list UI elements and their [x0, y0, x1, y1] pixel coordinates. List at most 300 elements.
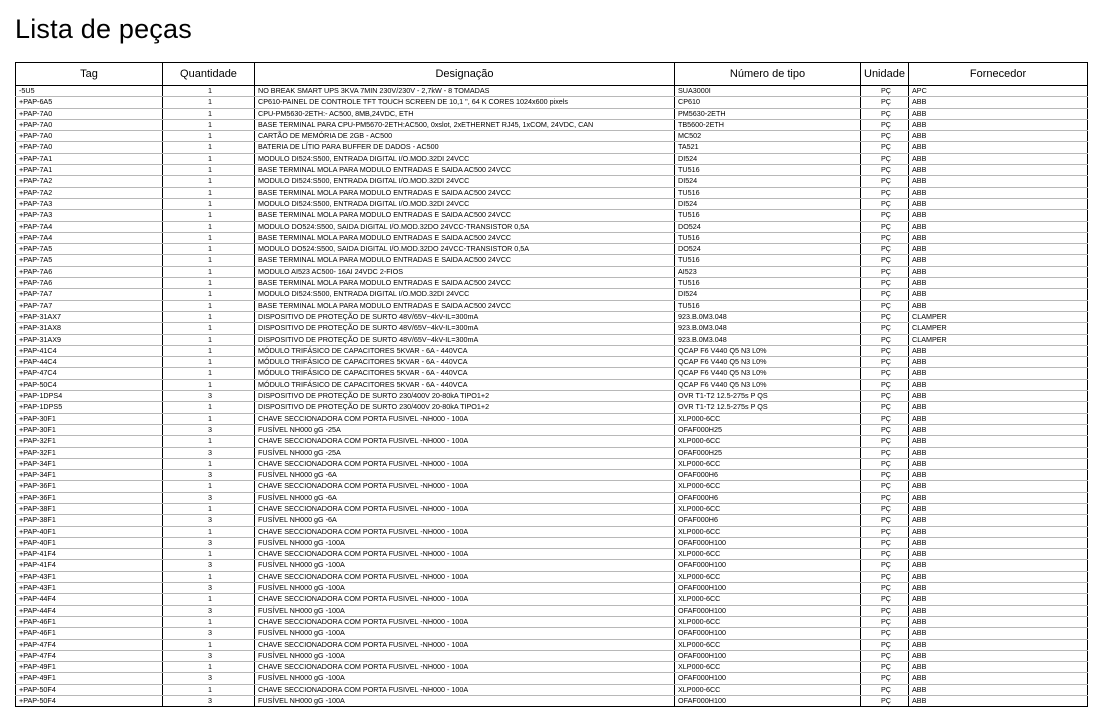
cell-numero-de-tipo: DI524 — [675, 198, 861, 209]
cell-numero-de-tipo: OFAF000H100 — [675, 537, 861, 548]
cell-designacao: FUSÍVEL NH000 gG -6A — [255, 492, 675, 503]
cell-numero-de-tipo: XLP000-6CC — [675, 616, 861, 627]
cell-fornecedor: ABB — [909, 436, 1088, 447]
cell-unidade: PÇ — [861, 198, 909, 209]
cell-fornecedor: ABB — [909, 583, 1088, 594]
cell-designacao: MÓDULO TRIFÁSICO DE CAPACITORES 5KVAR - 6A - 440VCA — [255, 345, 675, 356]
cell-quantidade: 1 — [163, 594, 255, 605]
cell-designacao: CHAVE SECCIONADORA COM PORTA FUSIVEL -NH000 - 100A — [255, 639, 675, 650]
cell-quantidade: 1 — [163, 255, 255, 266]
cell-unidade: PÇ — [861, 153, 909, 164]
table-row — [16, 492, 1088, 503]
table-row — [16, 560, 1088, 571]
cell-tag: +PAP-50F4 — [16, 684, 163, 695]
cell-quantidade: 1 — [163, 289, 255, 300]
cell-designacao: BATERIA DE LÍTIO PARA BUFFER DE DADOS - AC500 — [255, 142, 675, 153]
cell-fornecedor: ABB — [909, 97, 1088, 108]
cell-unidade: PÇ — [861, 244, 909, 255]
cell-quantidade: 1 — [163, 413, 255, 424]
cell-quantidade: 1 — [163, 684, 255, 695]
cell-designacao: FUSÍVEL NH000 gG -100A — [255, 673, 675, 684]
cell-unidade: PÇ — [861, 345, 909, 356]
cell-quantidade: 1 — [163, 357, 255, 368]
cell-tag: +PAP-31AX8 — [16, 323, 163, 334]
cell-fornecedor: ABB — [909, 594, 1088, 605]
cell-unidade: PÇ — [861, 232, 909, 243]
cell-unidade: PÇ — [861, 424, 909, 435]
cell-quantidade: 1 — [163, 131, 255, 142]
cell-fornecedor: ABB — [909, 413, 1088, 424]
cell-fornecedor: ABB — [909, 255, 1088, 266]
cell-quantidade: 3 — [163, 605, 255, 616]
cell-numero-de-tipo: TB5600-2ETH — [675, 119, 861, 130]
cell-unidade: PÇ — [861, 673, 909, 684]
table-row — [16, 481, 1088, 492]
table-row — [16, 379, 1088, 390]
cell-designacao: CHAVE SECCIONADORA COM PORTA FUSIVEL -NH000 - 100A — [255, 436, 675, 447]
cell-quantidade: 1 — [163, 97, 255, 108]
cell-tag: +PAP-46F1 — [16, 616, 163, 627]
cell-designacao: MODULO DO524:S500, SAIDA DIGITAL I/O.MOD.32DO 24VCC-TRANSISTOR 0,5A — [255, 244, 675, 255]
cell-designacao: MODULO DI524:S500, ENTRADA DIGITAL I/O.MOD.32DI 24VCC — [255, 176, 675, 187]
cell-numero-de-tipo: DI524 — [675, 153, 861, 164]
cell-quantidade: 1 — [163, 300, 255, 311]
cell-designacao: FUSÍVEL NH000 gG -100A — [255, 628, 675, 639]
cell-fornecedor: ABB — [909, 696, 1088, 707]
cell-designacao: FUSÍVEL NH000 gG -25A — [255, 447, 675, 458]
cell-quantidade: 3 — [163, 560, 255, 571]
cell-numero-de-tipo: XLP000-6CC — [675, 662, 861, 673]
cell-fornecedor: ABB — [909, 526, 1088, 537]
cell-designacao: MÓDULO TRIFÁSICO DE CAPACITORES 5KVAR - 6A - 440VCA — [255, 357, 675, 368]
cell-numero-de-tipo: TU516 — [675, 255, 861, 266]
table-row — [16, 153, 1088, 164]
cell-unidade: PÇ — [861, 379, 909, 390]
cell-tag: +PAP-7A1 — [16, 165, 163, 176]
cell-quantidade: 1 — [163, 345, 255, 356]
cell-unidade: PÇ — [861, 470, 909, 481]
cell-unidade: PÇ — [861, 131, 909, 142]
cell-quantidade: 1 — [163, 639, 255, 650]
cell-numero-de-tipo: CP610 — [675, 97, 861, 108]
cell-unidade: PÇ — [861, 108, 909, 119]
cell-designacao: FUSÍVEL NH000 gG -100A — [255, 560, 675, 571]
cell-designacao: BASE TERMINAL MOLA PARA MODULO ENTRADAS E SAIDA AC500 24VCC — [255, 187, 675, 198]
cell-numero-de-tipo: OFAF000H100 — [675, 605, 861, 616]
cell-numero-de-tipo: XLP000-6CC — [675, 594, 861, 605]
cell-numero-de-tipo: OFAF000H6 — [675, 492, 861, 503]
cell-numero-de-tipo: XLP000-6CC — [675, 684, 861, 695]
cell-quantidade: 1 — [163, 571, 255, 582]
table-row — [16, 187, 1088, 198]
cell-tag: +PAP-41C4 — [16, 345, 163, 356]
table-row — [16, 424, 1088, 435]
cell-tag: +PAP-7A0 — [16, 142, 163, 153]
table-row — [16, 413, 1088, 424]
cell-numero-de-tipo: TA521 — [675, 142, 861, 153]
cell-numero-de-tipo: SUA3000I — [675, 86, 861, 97]
cell-unidade: PÇ — [861, 605, 909, 616]
table-row — [16, 255, 1088, 266]
cell-numero-de-tipo: QCAP F6 V440 Q5 N3 L0% — [675, 368, 861, 379]
cell-fornecedor: ABB — [909, 278, 1088, 289]
cell-fornecedor: ABB — [909, 266, 1088, 277]
cell-numero-de-tipo: QCAP F6 V440 Q5 N3 L0% — [675, 379, 861, 390]
cell-unidade: PÇ — [861, 402, 909, 413]
cell-numero-de-tipo: OFAF000H25 — [675, 424, 861, 435]
table-body — [16, 86, 1088, 707]
cell-unidade: PÇ — [861, 662, 909, 673]
cell-tag: +PAP-46F1 — [16, 628, 163, 639]
cell-fornecedor: ABB — [909, 628, 1088, 639]
cell-quantidade: 3 — [163, 696, 255, 707]
cell-designacao: CARTÃO DE MEMÓRIA DE 2GB - AC500 — [255, 131, 675, 142]
table-row — [16, 142, 1088, 153]
cell-numero-de-tipo: PM5630-2ETH — [675, 108, 861, 119]
cell-unidade: PÇ — [861, 413, 909, 424]
table-row — [16, 402, 1088, 413]
cell-tag: +PAP-7A5 — [16, 255, 163, 266]
column-header-fornecedor: Fornecedor — [909, 63, 1088, 86]
cell-unidade: PÇ — [861, 221, 909, 232]
cell-numero-de-tipo: QCAP F6 V440 Q5 N3 L0% — [675, 357, 861, 368]
cell-fornecedor: ABB — [909, 198, 1088, 209]
cell-quantidade: 1 — [163, 232, 255, 243]
table-row — [16, 345, 1088, 356]
cell-tag: +PAP-7A4 — [16, 221, 163, 232]
cell-quantidade: 1 — [163, 278, 255, 289]
cell-numero-de-tipo: AI523 — [675, 266, 861, 277]
cell-tag: +PAP-32F1 — [16, 436, 163, 447]
cell-tag: +PAP-50C4 — [16, 379, 163, 390]
table-row — [16, 97, 1088, 108]
cell-unidade: PÇ — [861, 560, 909, 571]
cell-numero-de-tipo: OFAF000H6 — [675, 470, 861, 481]
table-row — [16, 458, 1088, 469]
cell-numero-de-tipo: XLP000-6CC — [675, 436, 861, 447]
cell-numero-de-tipo: TU516 — [675, 165, 861, 176]
cell-tag: +PAP-47F4 — [16, 639, 163, 650]
cell-unidade: PÇ — [861, 300, 909, 311]
cell-tag: +PAP-44F4 — [16, 605, 163, 616]
column-header-quantidade: Quantidade — [163, 63, 255, 86]
cell-unidade: PÇ — [861, 628, 909, 639]
cell-fornecedor: ABB — [909, 244, 1088, 255]
cell-unidade: PÇ — [861, 481, 909, 492]
cell-designacao: CHAVE SECCIONADORA COM PORTA FUSIVEL -NH000 - 100A — [255, 571, 675, 582]
table-row — [16, 696, 1088, 707]
table-row — [16, 289, 1088, 300]
cell-unidade: PÇ — [861, 684, 909, 695]
cell-numero-de-tipo: TU516 — [675, 187, 861, 198]
cell-quantidade: 1 — [163, 210, 255, 221]
cell-designacao: CHAVE SECCIONADORA COM PORTA FUSIVEL -NH000 - 100A — [255, 458, 675, 469]
cell-unidade: PÇ — [861, 142, 909, 153]
table-row — [16, 583, 1088, 594]
cell-designacao: FUSÍVEL NH000 gG -100A — [255, 650, 675, 661]
table-header-row — [16, 63, 1088, 86]
cell-unidade: PÇ — [861, 639, 909, 650]
cell-tag: +PAP-1DPS4 — [16, 391, 163, 402]
cell-designacao: MÓDULO TRIFÁSICO DE CAPACITORES 5KVAR - 6A - 440VCA — [255, 379, 675, 390]
column-header-numero-de-tipo: Número de tipo — [675, 63, 861, 86]
cell-numero-de-tipo: OFAF000H100 — [675, 560, 861, 571]
cell-designacao: BASE TERMINAL MOLA PARA MODULO ENTRADAS E SAIDA AC500 24VCC — [255, 278, 675, 289]
cell-designacao: CHAVE SECCIONADORA COM PORTA FUSIVEL -NH000 - 100A — [255, 662, 675, 673]
cell-unidade: PÇ — [861, 165, 909, 176]
cell-quantidade: 1 — [163, 266, 255, 277]
cell-unidade: PÇ — [861, 526, 909, 537]
cell-designacao: MODULO DI524:S500, ENTRADA DIGITAL I/O.MOD.32DI 24VCC — [255, 289, 675, 300]
cell-numero-de-tipo: XLP000-6CC — [675, 481, 861, 492]
cell-designacao: CHAVE SECCIONADORA COM PORTA FUSIVEL -NH000 - 100A — [255, 503, 675, 514]
cell-tag: +PAP-47C4 — [16, 368, 163, 379]
cell-tag: +PAP-36F1 — [16, 481, 163, 492]
cell-designacao: MÓDULO TRIFÁSICO DE CAPACITORES 5KVAR - 6A - 440VCA — [255, 368, 675, 379]
cell-tag: +PAP-7A0 — [16, 119, 163, 130]
cell-fornecedor: ABB — [909, 684, 1088, 695]
table-row — [16, 549, 1088, 560]
table-row — [16, 221, 1088, 232]
cell-tag: +PAP-7A2 — [16, 187, 163, 198]
cell-fornecedor: CLAMPER — [909, 334, 1088, 345]
cell-unidade: PÇ — [861, 357, 909, 368]
cell-quantidade: 3 — [163, 492, 255, 503]
cell-tag: +PAP-30F1 — [16, 424, 163, 435]
cell-numero-de-tipo: XLP000-6CC — [675, 526, 861, 537]
cell-designacao: CP610-PAINEL DE CONTROLE TFT TOUCH SCREEN DE 10,1 ", 64 K CORES 1024x600 pixels — [255, 97, 675, 108]
table-row — [16, 470, 1088, 481]
cell-numero-de-tipo: TU516 — [675, 210, 861, 221]
cell-quantidade: 1 — [163, 244, 255, 255]
cell-designacao: FUSÍVEL NH000 gG -25A — [255, 424, 675, 435]
cell-designacao: FUSÍVEL NH000 gG -100A — [255, 696, 675, 707]
cell-quantidade: 3 — [163, 537, 255, 548]
cell-fornecedor: ABB — [909, 424, 1088, 435]
table-row — [16, 503, 1088, 514]
cell-fornecedor: ABB — [909, 119, 1088, 130]
cell-quantidade: 1 — [163, 458, 255, 469]
cell-numero-de-tipo: XLP000-6CC — [675, 571, 861, 582]
cell-fornecedor: CLAMPER — [909, 311, 1088, 322]
cell-tag: +PAP-40F1 — [16, 526, 163, 537]
cell-tag: +PAP-34F1 — [16, 470, 163, 481]
cell-designacao: CHAVE SECCIONADORA COM PORTA FUSIVEL -NH000 - 100A — [255, 616, 675, 627]
cell-unidade: PÇ — [861, 289, 909, 300]
table-row — [16, 684, 1088, 695]
cell-numero-de-tipo: XLP000-6CC — [675, 458, 861, 469]
cell-designacao: FUSÍVEL NH000 gG -100A — [255, 605, 675, 616]
cell-quantidade: 1 — [163, 165, 255, 176]
cell-fornecedor: ABB — [909, 662, 1088, 673]
cell-designacao: BASE TERMINAL MOLA PARA MODULO ENTRADAS E SAIDA AC500 24VCC — [255, 165, 675, 176]
cell-unidade: PÇ — [861, 311, 909, 322]
cell-designacao: MODULO DO524:S500, SAIDA DIGITAL I/O.MOD.32DO 24VCC-TRANSISTOR 0,5A — [255, 221, 675, 232]
cell-fornecedor: ABB — [909, 650, 1088, 661]
table-row — [16, 131, 1088, 142]
cell-tag: +PAP-49F1 — [16, 673, 163, 684]
table-row — [16, 537, 1088, 548]
table-row — [16, 323, 1088, 334]
cell-quantidade: 3 — [163, 391, 255, 402]
cell-tag: +PAP-47F4 — [16, 650, 163, 661]
table-row — [16, 119, 1088, 130]
cell-designacao: DISPOSITIVO DE PROTEÇÃO DE SURTO 48V/65V~4kV-IL=300mA — [255, 334, 675, 345]
cell-fornecedor: ABB — [909, 300, 1088, 311]
cell-unidade: PÇ — [861, 323, 909, 334]
cell-designacao: CHAVE SECCIONADORA COM PORTA FUSIVEL -NH000 - 100A — [255, 413, 675, 424]
cell-numero-de-tipo: OFAF000H6 — [675, 515, 861, 526]
cell-fornecedor: ABB — [909, 210, 1088, 221]
cell-designacao: DISPOSITIVO DE PROTEÇÃO DE SURTO 48V/65V~4kV-IL=300mA — [255, 311, 675, 322]
column-header-unidade: Unidade — [861, 63, 909, 86]
cell-fornecedor: ABB — [909, 391, 1088, 402]
cell-fornecedor: ABB — [909, 549, 1088, 560]
cell-designacao: CPU-PM5630-2ETH:- AC500, 8MB,24VDC, ETH — [255, 108, 675, 119]
cell-tag: +PAP-32F1 — [16, 447, 163, 458]
cell-designacao: CHAVE SECCIONADORA COM PORTA FUSIVEL -NH000 - 100A — [255, 481, 675, 492]
cell-quantidade: 1 — [163, 503, 255, 514]
cell-tag: +PAP-7A1 — [16, 153, 163, 164]
table-row — [16, 673, 1088, 684]
cell-tag: +PAP-43F1 — [16, 571, 163, 582]
table-row — [16, 368, 1088, 379]
cell-designacao: BASE TERMINAL PARA CPU-PM5670-2ETH:AC500, 0xslot, 2xETHERNET RJ45, 1xCOM, 24VDC, CAN — [255, 119, 675, 130]
cell-designacao: BASE TERMINAL MOLA PARA MODULO ENTRADAS E SAIDA AC500 24VCC — [255, 232, 675, 243]
cell-tag: +PAP-7A2 — [16, 176, 163, 187]
cell-unidade: PÇ — [861, 458, 909, 469]
cell-quantidade: 3 — [163, 447, 255, 458]
cell-numero-de-tipo: XLP000-6CC — [675, 503, 861, 514]
cell-unidade: PÇ — [861, 503, 909, 514]
cell-fornecedor: ABB — [909, 368, 1088, 379]
cell-tag: +PAP-31AX7 — [16, 311, 163, 322]
cell-quantidade: 1 — [163, 526, 255, 537]
cell-tag: +PAP-7A3 — [16, 198, 163, 209]
cell-tag: +PAP-7A3 — [16, 210, 163, 221]
cell-numero-de-tipo: OVR T1-T2 12.5-275s P QS — [675, 391, 861, 402]
table-row — [16, 515, 1088, 526]
cell-quantidade: 1 — [163, 662, 255, 673]
table-row — [16, 391, 1088, 402]
cell-quantidade: 3 — [163, 470, 255, 481]
cell-tag: +PAP-38F1 — [16, 515, 163, 526]
cell-quantidade: 1 — [163, 379, 255, 390]
cell-quantidade: 1 — [163, 323, 255, 334]
cell-fornecedor: ABB — [909, 458, 1088, 469]
cell-fornecedor: ABB — [909, 447, 1088, 458]
cell-numero-de-tipo: OFAF000H25 — [675, 447, 861, 458]
cell-tag: +PAP-50F4 — [16, 696, 163, 707]
column-header-tag: Tag — [16, 63, 163, 86]
cell-quantidade: 3 — [163, 424, 255, 435]
cell-unidade: PÇ — [861, 278, 909, 289]
cell-designacao: CHAVE SECCIONADORA COM PORTA FUSIVEL -NH000 - 100A — [255, 526, 675, 537]
cell-designacao: MODULO AI523 AC500- 16AI 24VDC 2-FIOS — [255, 266, 675, 277]
table-row — [16, 165, 1088, 176]
cell-numero-de-tipo: XLP000-6CC — [675, 413, 861, 424]
cell-quantidade: 1 — [163, 86, 255, 97]
cell-unidade: PÇ — [861, 86, 909, 97]
cell-designacao: MODULO DI524:S500, ENTRADA DIGITAL I/O.MOD.32DI 24VCC — [255, 153, 675, 164]
cell-tag: +PAP-43F1 — [16, 583, 163, 594]
cell-numero-de-tipo: OFAF000H100 — [675, 696, 861, 707]
cell-quantidade: 1 — [163, 549, 255, 560]
cell-unidade: PÇ — [861, 334, 909, 345]
cell-fornecedor: ABB — [909, 515, 1088, 526]
cell-fornecedor: ABB — [909, 605, 1088, 616]
cell-unidade: PÇ — [861, 97, 909, 108]
cell-unidade: PÇ — [861, 210, 909, 221]
cell-quantidade: 3 — [163, 628, 255, 639]
cell-unidade: PÇ — [861, 176, 909, 187]
cell-designacao: FUSÍVEL NH000 gG -100A — [255, 583, 675, 594]
cell-fornecedor: ABB — [909, 560, 1088, 571]
cell-unidade: PÇ — [861, 650, 909, 661]
cell-fornecedor: ABB — [909, 142, 1088, 153]
table-row — [16, 244, 1088, 255]
table-row — [16, 628, 1088, 639]
cell-numero-de-tipo: 923.B.0M3.048 — [675, 323, 861, 334]
cell-fornecedor: ABB — [909, 537, 1088, 548]
cell-quantidade: 1 — [163, 108, 255, 119]
cell-designacao: DISPOSITIVO DE PROTEÇÃO DE SURTO 230/400V 20-80kA TIPO1+2 — [255, 391, 675, 402]
cell-fornecedor: ABB — [909, 571, 1088, 582]
cell-unidade: PÇ — [861, 447, 909, 458]
table-row — [16, 176, 1088, 187]
cell-tag: +PAP-31AX9 — [16, 334, 163, 345]
cell-quantidade: 1 — [163, 368, 255, 379]
table-row — [16, 605, 1088, 616]
cell-unidade: PÇ — [861, 119, 909, 130]
cell-designacao: DISPOSITIVO DE PROTEÇÃO DE SURTO 230/400V 20-80kA TIPO1+2 — [255, 402, 675, 413]
cell-numero-de-tipo: DO524 — [675, 244, 861, 255]
cell-numero-de-tipo: DO524 — [675, 221, 861, 232]
cell-fornecedor: ABB — [909, 221, 1088, 232]
cell-quantidade: 1 — [163, 334, 255, 345]
cell-fornecedor: ABB — [909, 402, 1088, 413]
cell-unidade: PÇ — [861, 187, 909, 198]
table-row — [16, 300, 1088, 311]
table-row — [16, 108, 1088, 119]
cell-numero-de-tipo: DI524 — [675, 176, 861, 187]
cell-quantidade: 3 — [163, 673, 255, 684]
parts-list-table — [15, 62, 1088, 707]
cell-tag: +PAP-49F1 — [16, 662, 163, 673]
cell-fornecedor: ABB — [909, 345, 1088, 356]
cell-tag: +PAP-7A7 — [16, 289, 163, 300]
cell-tag: +PAP-7A0 — [16, 131, 163, 142]
cell-tag: +PAP-41F4 — [16, 560, 163, 571]
cell-fornecedor: ABB — [909, 187, 1088, 198]
table-row — [16, 86, 1088, 97]
cell-fornecedor: ABB — [909, 492, 1088, 503]
cell-unidade: PÇ — [861, 537, 909, 548]
cell-numero-de-tipo: DI524 — [675, 289, 861, 300]
table-row — [16, 594, 1088, 605]
table-row — [16, 266, 1088, 277]
cell-tag: +PAP-7A5 — [16, 244, 163, 255]
cell-numero-de-tipo: OFAF000H100 — [675, 583, 861, 594]
table-row — [16, 662, 1088, 673]
cell-designacao: FUSÍVEL NH000 gG -100A — [255, 537, 675, 548]
cell-tag: +PAP-30F1 — [16, 413, 163, 424]
cell-fornecedor: ABB — [909, 673, 1088, 684]
cell-fornecedor: ABB — [909, 481, 1088, 492]
table-row — [16, 311, 1088, 322]
cell-quantidade: 1 — [163, 153, 255, 164]
table-row — [16, 447, 1088, 458]
